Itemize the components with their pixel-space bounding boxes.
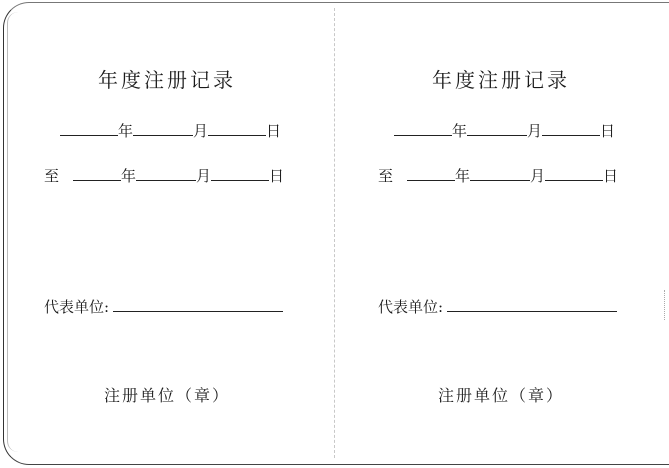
day-label: 日 bbox=[269, 167, 285, 185]
stamp-label: 注册单位（章） bbox=[103, 386, 230, 405]
to-label: 至 bbox=[44, 167, 60, 185]
year-blank[interactable] bbox=[60, 121, 118, 136]
day-blank[interactable] bbox=[545, 166, 603, 181]
date-to-row bbox=[44, 165, 284, 187]
day-label: 日 bbox=[266, 122, 282, 140]
left-page bbox=[0, 0, 334, 468]
date-to-row bbox=[378, 165, 618, 187]
month-blank[interactable] bbox=[470, 166, 530, 181]
page-title: 年度注册记录 bbox=[432, 68, 570, 92]
to-label: 至 bbox=[378, 167, 394, 185]
month-label: 月 bbox=[527, 122, 543, 140]
year-blank[interactable] bbox=[394, 121, 452, 136]
date-from-row bbox=[60, 120, 281, 142]
day-label: 日 bbox=[600, 122, 616, 140]
year-blank[interactable] bbox=[407, 166, 455, 181]
month-blank[interactable] bbox=[467, 121, 527, 136]
month-blank[interactable] bbox=[133, 121, 193, 136]
year-label: 年 bbox=[452, 122, 468, 140]
right-page bbox=[334, 0, 668, 468]
representative-label: 代表单位: bbox=[44, 298, 110, 316]
year-label: 年 bbox=[118, 122, 134, 140]
day-blank[interactable] bbox=[211, 166, 269, 181]
representative-label: 代表单位: bbox=[378, 298, 444, 316]
month-blank[interactable] bbox=[136, 166, 196, 181]
representative-row bbox=[44, 296, 283, 318]
year-label: 年 bbox=[121, 167, 137, 185]
representative-blank[interactable] bbox=[113, 297, 283, 312]
month-label: 月 bbox=[196, 167, 212, 185]
representative-row bbox=[378, 296, 617, 318]
year-blank[interactable] bbox=[73, 166, 121, 181]
month-label: 月 bbox=[193, 122, 209, 140]
day-blank[interactable] bbox=[208, 121, 266, 136]
month-label: 月 bbox=[530, 167, 546, 185]
representative-blank[interactable] bbox=[447, 297, 617, 312]
year-label: 年 bbox=[455, 167, 471, 185]
day-blank[interactable] bbox=[542, 121, 600, 136]
date-from-row bbox=[394, 120, 615, 142]
day-label: 日 bbox=[603, 167, 619, 185]
stamp-label: 注册单位（章） bbox=[437, 386, 564, 405]
page-title: 年度注册记录 bbox=[98, 68, 236, 92]
